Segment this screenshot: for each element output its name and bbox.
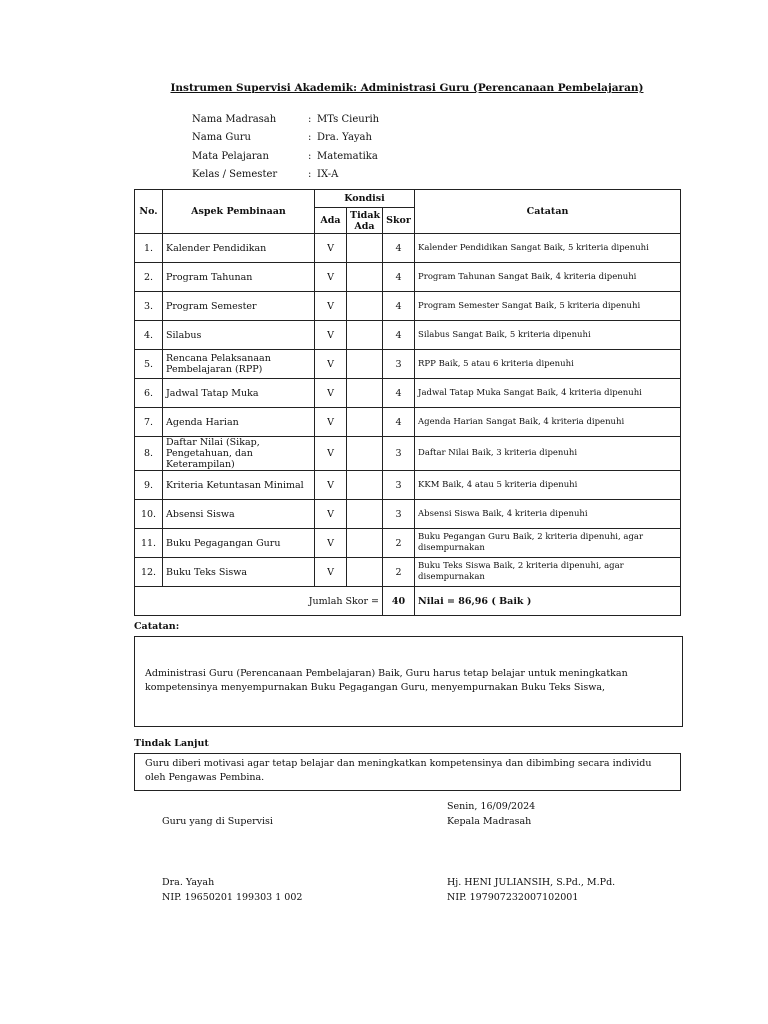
row-catatan: Kalender Pendidikan Sangat Baik, 5 kriteria dipenuhi <box>415 234 681 263</box>
row-tidak-ada <box>347 350 383 379</box>
row-tidak-ada <box>347 471 383 500</box>
row-catatan: Program Semester Sangat Baik, 5 kriteria dipenuhi <box>415 292 681 321</box>
row-ada: V <box>315 500 347 529</box>
info-colon: : <box>308 169 312 181</box>
row-catatan: Agenda Harian Sangat Baik, 4 kriteria dipenuhi <box>415 408 681 437</box>
row-aspek: Program Semester <box>163 292 315 321</box>
row-catatan: Daftar Nilai Baik, 3 kriteria dipenuhi <box>415 437 681 471</box>
catatan-box: Administrasi Guru (Perencanaan Pembelajaran) Baik, Guru harus tetap belajar untuk meningkatkan kompetensinya menyempurnakan Buku Pegagangan Guru, menyempurnakan Buku Teks Siswa, <box>134 636 683 727</box>
row-skor: 4 <box>383 292 415 321</box>
row-aspek: Buku Pegagangan Guru <box>163 529 315 558</box>
row-aspek: Silabus <box>163 321 315 350</box>
header-tidak-ada: Tidak Ada <box>347 208 383 234</box>
table-row <box>135 263 681 292</box>
info-colon: : <box>308 132 312 144</box>
row-catatan: Absensi Siswa Baik, 4 kriteria dipenuhi <box>415 500 681 529</box>
nilai-value: Nilai = 86,96 ( Baik ) <box>415 587 681 616</box>
right-signer-nip: NIP. 197907232007102001 <box>447 892 579 903</box>
row-no: 9. <box>135 471 163 500</box>
info-label: Kelas / Semester <box>192 169 278 181</box>
total-label: Jumlah Skor = <box>135 587 383 616</box>
info-colon: : <box>308 113 312 125</box>
row-catatan: Buku Teks Siswa Baik, 2 kriteria dipenuhi, agar disempurnakan <box>415 558 681 587</box>
row-no: 12. <box>135 558 163 587</box>
header-ada: Ada <box>315 208 347 234</box>
row-skor: 4 <box>383 234 415 263</box>
table-row <box>135 350 681 379</box>
row-no: 7. <box>135 408 163 437</box>
identity-block <box>192 110 379 184</box>
header-aspek: Aspek Pembinaan <box>163 190 315 234</box>
row-tidak-ada <box>347 234 383 263</box>
row-aspek: Kalender Pendidikan <box>163 234 315 263</box>
row-ada: V <box>315 234 347 263</box>
table-row <box>135 500 681 529</box>
row-tidak-ada <box>347 500 383 529</box>
row-no: 1. <box>135 234 163 263</box>
right-signer-name: Hj. HENI JULIANSIH, S.Pd., M.Pd. <box>447 877 616 888</box>
table-row <box>135 471 681 500</box>
table-row <box>135 408 681 437</box>
row-aspek: Absensi Siswa <box>163 500 315 529</box>
table-row <box>135 529 681 558</box>
row-ada: V <box>315 471 347 500</box>
row-catatan: RPP Baik, 5 atau 6 kriteria dipenuhi <box>415 350 681 379</box>
info-colon: : <box>308 150 312 162</box>
row-ada: V <box>315 408 347 437</box>
row-skor: 3 <box>383 471 415 500</box>
row-no: 8. <box>135 437 163 471</box>
row-ada: V <box>315 379 347 408</box>
row-tidak-ada <box>347 408 383 437</box>
row-catatan: KKM Baik, 4 atau 5 kriteria dipenuhi <box>415 471 681 500</box>
tindak-lanjut-heading: Tindak Lanjut <box>134 738 209 749</box>
row-skor: 4 <box>383 263 415 292</box>
row-catatan: Silabus Sangat Baik, 5 kriteria dipenuhi <box>415 321 681 350</box>
row-aspek: Daftar Nilai (Sikap, Pengetahuan, dan Keterampilan) <box>163 437 315 471</box>
row-aspek: Buku Teks Siswa <box>163 558 315 587</box>
info-value: IX-A <box>317 169 339 181</box>
signature-date: Senin, 16/09/2024 <box>447 801 536 812</box>
row-no: 10. <box>135 500 163 529</box>
info-row-kelas <box>192 166 379 185</box>
row-skor: 4 <box>383 379 415 408</box>
row-skor: 3 <box>383 500 415 529</box>
row-aspek: Agenda Harian <box>163 408 315 437</box>
info-label: Nama Guru <box>192 132 251 144</box>
table-row <box>135 292 681 321</box>
header-no: No. <box>135 190 163 234</box>
info-value: Dra. Yayah <box>317 132 372 144</box>
info-row-guru <box>192 129 379 148</box>
row-skor: 4 <box>383 408 415 437</box>
row-ada: V <box>315 529 347 558</box>
info-label: Nama Madrasah <box>192 113 277 125</box>
header-skor: Skor <box>383 208 415 234</box>
row-no: 5. <box>135 350 163 379</box>
info-row-mapel <box>192 147 379 166</box>
total-row <box>135 587 681 616</box>
row-skor: 2 <box>383 558 415 587</box>
document-title: Instrumen Supervisi Akademik: Administrasi Guru (Perencanaan Pembelajaran) <box>170 82 644 94</box>
table-row <box>135 321 681 350</box>
row-tidak-ada <box>347 263 383 292</box>
left-signer-name: Dra. Yayah <box>162 877 215 888</box>
row-no: 11. <box>135 529 163 558</box>
row-aspek: Rencana Pelaksanaan Pembelajaran (RPP) <box>163 350 315 379</box>
supervision-table <box>134 189 681 616</box>
tindak-lanjut-box: Guru diberi motivasi agar tetap belajar dan meningkatkan kompetensinya dan dibimbing secara individu oleh Pengawas Pembina. <box>134 753 681 791</box>
row-ada: V <box>315 321 347 350</box>
header-kondisi: Kondisi <box>315 190 415 208</box>
left-role: Guru yang di Supervisi <box>162 816 273 827</box>
row-skor: 4 <box>383 321 415 350</box>
right-role: Kepala Madrasah <box>447 816 532 827</box>
row-ada: V <box>315 437 347 471</box>
info-value: MTs Cieurih <box>317 113 380 125</box>
header-catatan: Catatan <box>415 190 681 234</box>
row-ada: V <box>315 263 347 292</box>
row-no: 6. <box>135 379 163 408</box>
row-skor: 3 <box>383 350 415 379</box>
row-skor: 2 <box>383 529 415 558</box>
row-ada: V <box>315 558 347 587</box>
table-row <box>135 379 681 408</box>
row-tidak-ada <box>347 292 383 321</box>
row-skor: 3 <box>383 437 415 471</box>
row-no: 4. <box>135 321 163 350</box>
row-catatan: Jadwal Tatap Muka Sangat Baik, 4 kriteria dipenuhi <box>415 379 681 408</box>
catatan-heading: Catatan: <box>134 621 180 632</box>
row-tidak-ada <box>347 321 383 350</box>
table-row <box>135 558 681 587</box>
row-no: 2. <box>135 263 163 292</box>
left-signer-nip: NIP. 19650201 199303 1 002 <box>162 892 303 903</box>
row-tidak-ada <box>347 379 383 408</box>
row-aspek: Program Tahunan <box>163 263 315 292</box>
row-ada: V <box>315 292 347 321</box>
row-tidak-ada <box>347 437 383 471</box>
table-row <box>135 234 681 263</box>
row-catatan: Buku Pegangan Guru Baik, 2 kriteria dipenuhi, agar disempurnakan <box>415 529 681 558</box>
row-tidak-ada <box>347 529 383 558</box>
row-catatan: Program Tahunan Sangat Baik, 4 kriteria dipenuhi <box>415 263 681 292</box>
info-row-madrasah <box>192 110 379 129</box>
info-label: Mata Pelajaran <box>192 150 269 162</box>
total-value: 40 <box>383 587 415 616</box>
info-value: Matematika <box>317 150 378 162</box>
row-tidak-ada <box>347 558 383 587</box>
row-ada: V <box>315 350 347 379</box>
row-aspek: Jadwal Tatap Muka <box>163 379 315 408</box>
row-no: 3. <box>135 292 163 321</box>
row-aspek: Kriteria Ketuntasan Minimal <box>163 471 315 500</box>
table-row <box>135 437 681 471</box>
